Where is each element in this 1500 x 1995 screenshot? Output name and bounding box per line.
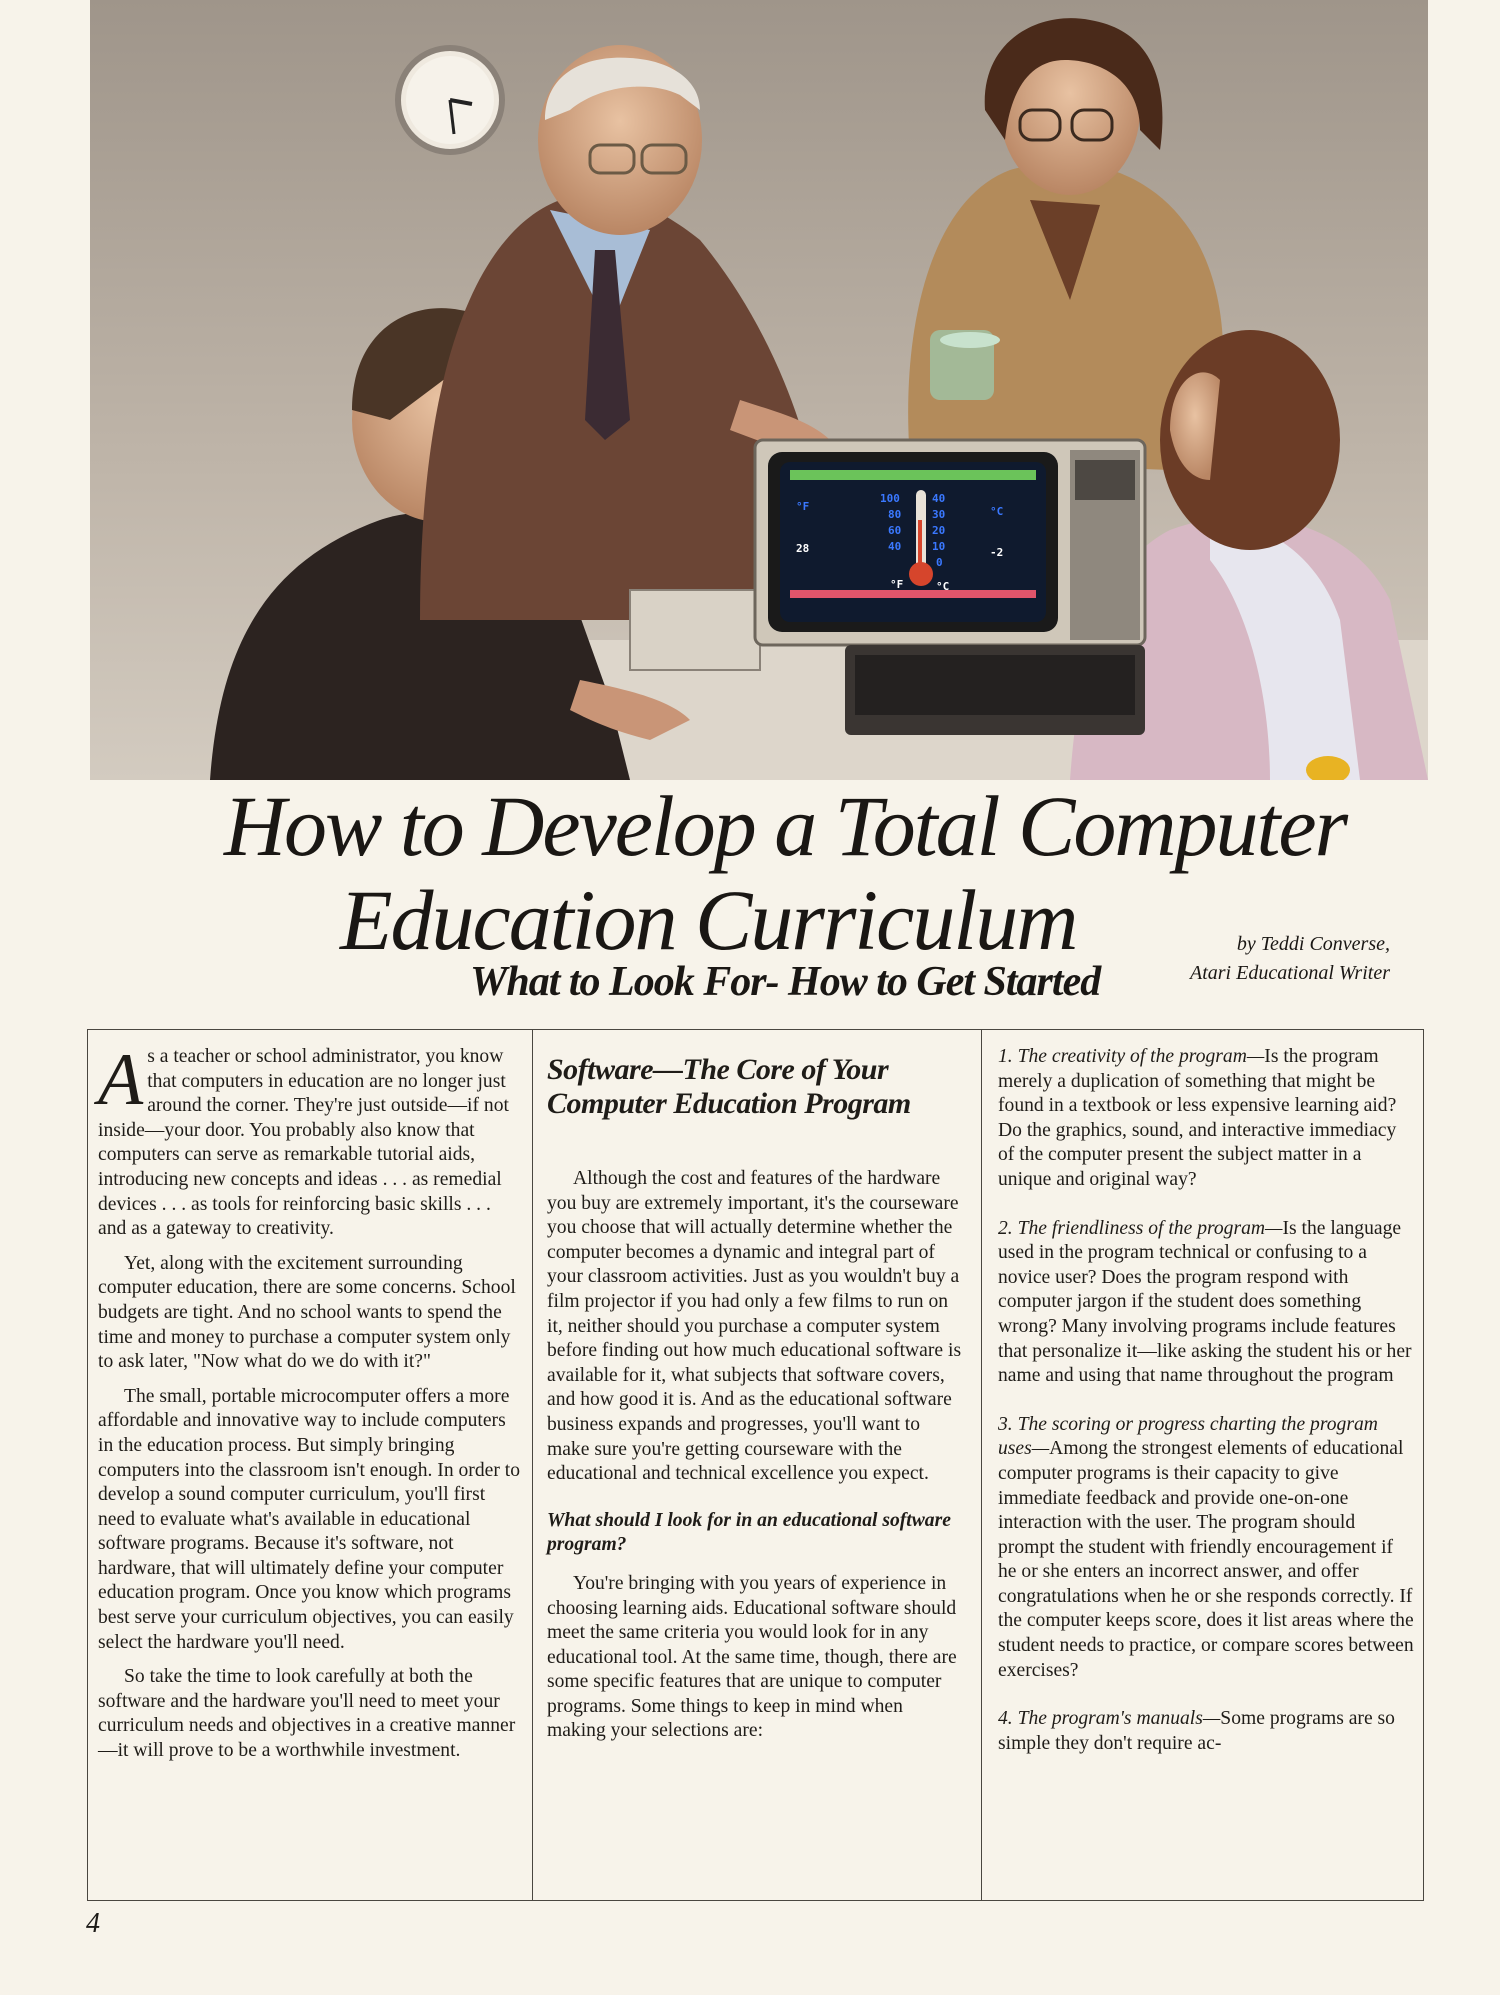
byline: [1190, 930, 1390, 988]
col1-paragraph-1: [98, 1039, 520, 1242]
photo-illustration: [90, 0, 1428, 780]
criteria-item-4-lead: 4. The program's manuals—: [998, 1708, 1221, 1730]
screen-c-0: 0: [936, 556, 943, 569]
screen-f-40: 40: [888, 540, 902, 553]
criteria-item-1: [998, 1045, 1414, 1193]
criteria-item-2: [998, 1217, 1414, 1389]
criteria-item-1-body: Is the program merely a duplication of something that might be found in a textbook or less expensive learning aid? Do the graphics, sound, and interactive immediacy of the computer present the subject matter in a unique and original way?: [998, 1046, 1397, 1190]
criteria-item-4-body: Some programs are so simple they don't require ac-: [998, 1708, 1395, 1754]
screen-label-f: °F: [796, 500, 810, 513]
column-3: [998, 1045, 1414, 1780]
screen-label-c: °C: [990, 505, 1004, 518]
keyboard-icon: [845, 645, 1145, 735]
col1-paragraph-4: So take the time to look carefully at both the software and the hardware you'll need to meet your curriculum needs and objectives in a creative manner—it will prove to be a worthwhile investment.: [98, 1666, 516, 1762]
criteria-item-2-body: Is the language used in the program technical or confusing to a novice user? Does the program respond with computer jargon if the student does something wrong? Many involving programs include features that personalize it—like asking the student his or her name and using that name throughout the program: [998, 1217, 1412, 1387]
col2-paragraph-2: You're bringing with you years of experience in choosing learning aids. Educational software should meet the same criteria you would look for in any educational tool. At the same time, though, there are some specific features that are unique to computer programs. Some things to keep in mind when making your selections are:: [547, 1572, 957, 1742]
screen-label-c2: °C: [936, 580, 950, 593]
column-1: [98, 1039, 520, 1774]
byline-role: Atari Educational Writer: [1190, 962, 1390, 984]
column-2: [547, 1045, 965, 1754]
criteria-item-3: [998, 1413, 1414, 1684]
criteria-item-1-lead: 1. The creativity of the program—: [998, 1046, 1265, 1067]
article-subtitle: What to Look For- How to Get Started: [470, 959, 1101, 1005]
column-rule-2: [981, 1029, 982, 1901]
drop-cap: A: [98, 1039, 144, 1121]
screen-c-10: 10: [932, 540, 946, 553]
section-heading: Software—The Core of Your Computer Education Program: [547, 1053, 911, 1120]
col1-paragraph-2: Yet, along with the excitement surrounding computer education, there are some concerns. School budgets are tight. And no school wants to spend the time and money to purchase a computer system only to ask later, "Now what do we do with it?": [98, 1252, 516, 1373]
subsection-heading: What should I look for in an educational software program?: [547, 1509, 951, 1556]
criteria-item-2-lead: 2. The friendliness of the program—: [998, 1217, 1283, 1239]
screen-c-40: 40: [932, 492, 946, 505]
byline-author: by Teddi Converse,: [1236, 933, 1390, 955]
screen-value-c-reading: -2: [990, 546, 1004, 559]
col2-paragraph-1: Although the cost and features of the hardware you buy are extremely important, it's the courseware you choose that will actually determine whether the computer becomes a dynamic and integral part of your classroom activities. Just as you wouldn't buy a film projector if you had only a few films to run on it, neither should you purchase a computer system before finding out how much educational software is available for it, what subjects that software covers, and how good it is. And as the educational software business expands and progresses, you'll want to make sure you're getting courseware with the educational and technical excellence you expect.: [547, 1168, 962, 1485]
criteria-item-3-body: Among the strongest elements of educational computer programs is their capacity to give immediate feedback and provide one-on-one interaction with the user. The program should prompt the student with friendly encouragement if he or she enters an incorrect answer, and offer congratulations when he or she responds correctly. If the computer keeps score, does it list areas where the student needs to practice, or compare scores between exercises?: [998, 1438, 1414, 1681]
screen-c-20: 20: [932, 524, 946, 537]
wall-clock-icon: [398, 48, 502, 152]
column-rule-1: [532, 1029, 533, 1901]
article-title-line2: Education Curriculum: [340, 872, 1077, 968]
screen-label-f2: °F: [890, 578, 904, 591]
hero-photo: [90, 0, 1428, 780]
col1-p1-text: s a teacher or school administrator, you know that computers in education are no longer just around the corner. They're just outside—if not inside—your door. You probably also know that computers can serve as remarkable tutorial aids, introducing new concepts and ideas . . . as remedial devices . . . as tools for reinforcing basic skills . . . and as a gateway to creativity.: [98, 1046, 509, 1240]
col1-paragraph-3: The small, portable microcomputer offers a more affordable and innovative way to include computers in the education process. But simply bringing computers into the classroom isn't enough. In order to develop a sound computer curriculum, you'll first need to evaluate what's available in educational software programs. Because it's software, not hardware, that will ultimately define your computer education program. Once you know which programs best serve your curriculum objectives, you can easily select the hardware you'll need.: [98, 1385, 520, 1653]
article-title-line1: How to Develop a Total Computer: [223, 778, 1347, 874]
screen-f-60: 60: [888, 524, 902, 537]
screen-f-80: 80: [888, 508, 902, 521]
screen-f-100: 100: [880, 492, 900, 505]
criteria-item-3-lead: 3. The scoring or progress charting the program uses—: [998, 1413, 1378, 1460]
screen-value-f-reading: 28: [796, 542, 810, 555]
page-number: 4: [86, 1908, 100, 1939]
screen-c-30: 30: [932, 508, 946, 521]
criteria-item-4: [998, 1707, 1414, 1756]
